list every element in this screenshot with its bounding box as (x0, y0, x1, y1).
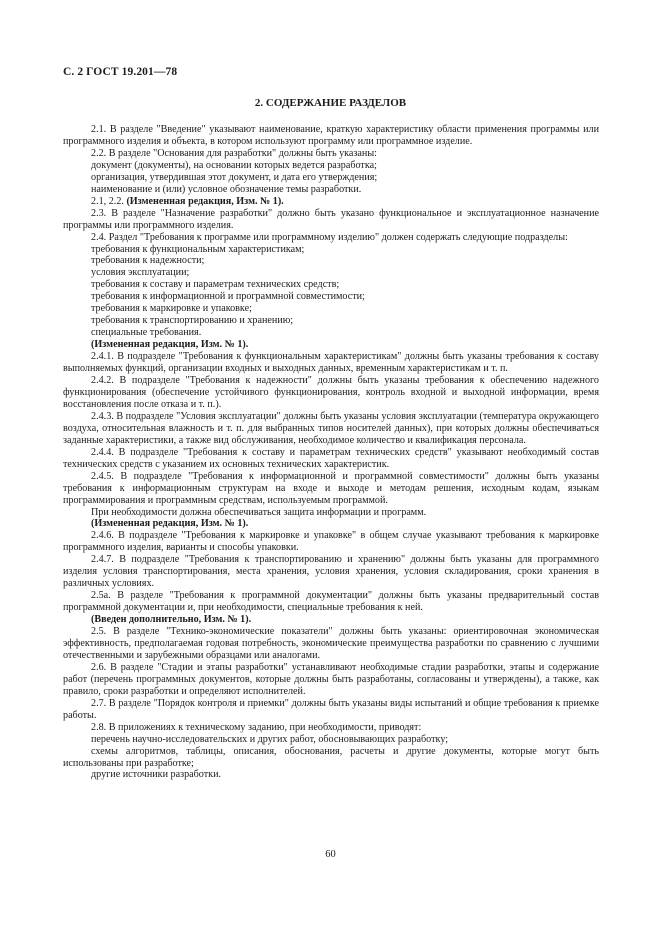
paragraph-2-4-5: 2.4.5. В подразделе "Требования к информационной и программной совместимости" должны быть указаны требования к информационным структурам на входе и выходе и методам решения, исходным кодам, языкам программирования и программным средствам, используемым программой. (63, 470, 599, 506)
list-item: требования к маркировке и упаковке; (91, 303, 252, 315)
page-number: 60 (325, 849, 336, 860)
paragraph-2-2: 2.2. В разделе "Основания для разработки" должны быть указаны: (91, 147, 377, 159)
list-item: наименование и (или) условное обозначение темы разработки. (91, 183, 362, 195)
section-title: 2. СОДЕРЖАНИЕ РАЗДЕЛОВ (254, 97, 407, 109)
document-body (63, 124, 599, 781)
paragraph-2-4-7: 2.4.7. В подразделе "Требования к транспортированию и хранению" должны быть указаны для программного изделия условия транспортирования, места хранения, условия хранения, условия складирования, сроки хранения в различных условиях. (63, 554, 599, 590)
paragraph-2-5a: 2.5а. В разделе "Требования к программной документации" должны быть указаны предварительный состав программной документации и, при необходимости, специальные требования к ней. (63, 590, 599, 614)
paragraph-2-4-3: 2.4.3. В подразделе "Условия эксплуатации" должны быть указаны условия эксплуатации (температура окружающего воздуха, относительная влажность и т. п. для выбранных типов носителей данных), при которых должны обеспечиваться заданные характеристики, а также вид обслуживания, необходимое количество и квалификация персонала. (63, 410, 599, 446)
paragraph-2-4: 2.4. Раздел "Требования к программе или программному изделию" должен содержать следующие подразделы: (91, 231, 568, 243)
list-item: специальные требования. (91, 327, 202, 339)
page-header: С. 2 ГОСТ 19.201—78 (63, 66, 178, 78)
amendment-note: (Измененная редакция, Изм. № 1). (91, 339, 249, 351)
paragraph-2-4-1: 2.4.1. В подразделе "Требования к функциональным характеристикам" должны быть указаны требования к составу выполняемых функций, организации входных и выходных данных, временным характеристикам и т. п. (63, 351, 599, 375)
paragraph-2-6: 2.6. В разделе "Стадии и этапы разработки" устанавливают необходимые стадии разработки, этапы и содержание работ (перечень программных документов, которые должны быть разработаны, согласованы и утверждены), а также, как правило, сроки разработки и определяют исполнителей. (63, 661, 599, 697)
paragraph-2-4-4: 2.4.4. В подразделе "Требования к составу и параметрам технических средств" указывают необходимый состав технических средств с указанием их основных технических характеристик. (63, 446, 599, 470)
amendment-ref: 2.1, 2.2. (91, 195, 124, 207)
amendment-note: (Измененная редакция, Изм. № 1). (91, 518, 249, 530)
list-item: документ (документы), на основании которых ведется разработка; (91, 159, 377, 171)
list-item: требования к информационной и программной совместимости; (91, 291, 365, 303)
paragraph-2-5: 2.5. В разделе "Технико-экономические показатели" должны быть указаны: ориентировочная экономическая эффективность, предполагаемая годовая потребность, экономические преимущества разработки по сравнению с лучшими отечественными и зарубежными образцами или аналогами. (63, 626, 599, 661)
list-item: организация, утвердившая этот документ, и дата его утверждения; (91, 171, 378, 183)
amendment-label: (Измененная редакция, Изм. № 1). (126, 195, 284, 207)
list-item: требования к надежности; (91, 255, 205, 267)
addition-note: (Введен дополнительно, Изм. № 1). (91, 614, 252, 626)
paragraph-2-4-2: 2.4.2. В подразделе "Требования к надежности" должны быть указаны требования к обеспечению надежного функционирования (обеспечение устойчивого функционирования, контроль входной и выходной информации, время восстановления после отказа и т. п.). (63, 375, 599, 410)
paragraph-2-4-5-note: При необходимости должна обеспечиваться защита информации и программ. (91, 506, 427, 518)
paragraph-2-3: 2.3. В разделе "Назначение разработки" должно быть указано функциональное и эксплуатационное назначение программы или программного изделия. (63, 207, 599, 231)
paragraph-2-1: 2.1. В разделе "Введение" указывают наименование, краткую характеристику области применения программы или программного изделия и объекта, в котором используют программу или программное изделие. (63, 124, 599, 147)
list-item: требования к транспортированию и хранению; (91, 315, 294, 327)
list-item: перечень научно-исследовательских и других работ, обосновывающих разработку; (91, 733, 449, 745)
paragraph-2-4-6: 2.4.6. В подразделе "Требования к маркировке и упаковке" в общем случае указывают требования к маркировке программного изделия, варианты и способы упаковки. (63, 530, 599, 554)
paragraph-2-7: 2.7. В разделе "Порядок контроля и приемки" должны быть указаны виды испытаний и общие требования к приемке работы. (63, 697, 599, 721)
paragraph-2-8: 2.8. В приложениях к техническому заданию, при необходимости, приводят: (91, 721, 422, 733)
list-item: схемы алгоритмов, таблицы, описания, обоснования, расчеты и другие документы, которые могут быть использованы при разработке; (63, 745, 599, 769)
list-item: другие источники разработки. (91, 769, 222, 781)
list-item: требования к составу и параметрам технических средств; (91, 279, 340, 291)
list-item: требования к функциональным характеристикам; (91, 243, 305, 255)
amendment-note (63, 196, 599, 208)
list-item: условия эксплуатации; (91, 267, 190, 279)
